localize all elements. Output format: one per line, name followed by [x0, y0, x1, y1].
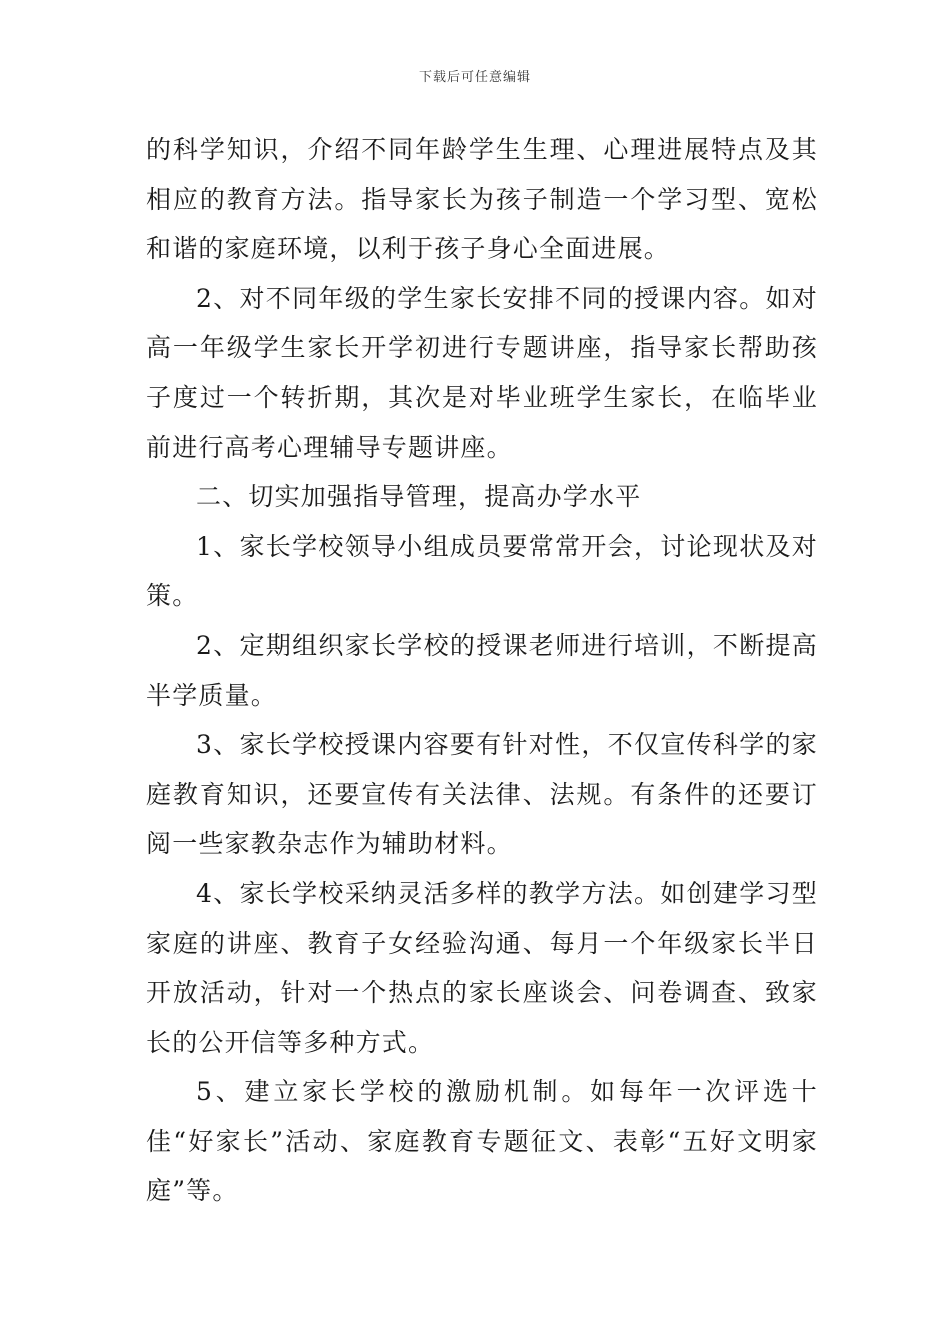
paragraph-item-5-incentives: 5、建立家长学校的激励机制。如每年一次评选十佳“好家长”活动、家庭教育专题征文、表彰“五好文明家庭”等。	[146, 1077, 818, 1206]
paragraph-continuation: 的科学知识，介绍不同年龄学生生理、心理进展特点及其相应的教育方法。指导家长为孩子制造一个学习型、宽松和谐的家庭环境，以利于孩子身心全面进展。	[146, 135, 818, 264]
paragraph-item-2-grade-content: 2、对不同年级的学生家长安排不同的授课内容。如对高一年级学生家长开学初进行专题讲座，指导家长帮助孩子度过一个转折期，其次是对毕业班学生家长，在临毕业前进行高考心理辅导专题讲座。	[146, 283, 818, 462]
document-body	[146, 125, 818, 1216]
paragraph-item-2-training: 2、定期组织家长学校的授课老师进行培训，不断提高半学质量。	[146, 630, 818, 710]
page-header: 下载后可任意编辑	[418, 70, 531, 85]
section-heading-2: 二、切实加强指导管理，提高办学水平	[196, 482, 642, 512]
paragraph-item-3-content: 3、家长学校授课内容要有针对性，不仅宣传科学的家庭教育知识，还要宣传有关法律、法规。有条件的还要订阅一些家教杂志作为辅助材料。	[146, 730, 818, 859]
paragraph-item-1-meetings: 1、家长学校领导小组成员要常常开会，讨论现状及对策。	[146, 531, 818, 611]
paragraph-item-4-methods: 4、家长学校采纳灵活多样的教学方法。如创建学习型家庭的讲座、教育子女经验沟通、每月一个年级家长半日开放活动，针对一个热点的家长座谈会、问卷调查、致家长的公开信等多种方式。	[146, 878, 818, 1057]
